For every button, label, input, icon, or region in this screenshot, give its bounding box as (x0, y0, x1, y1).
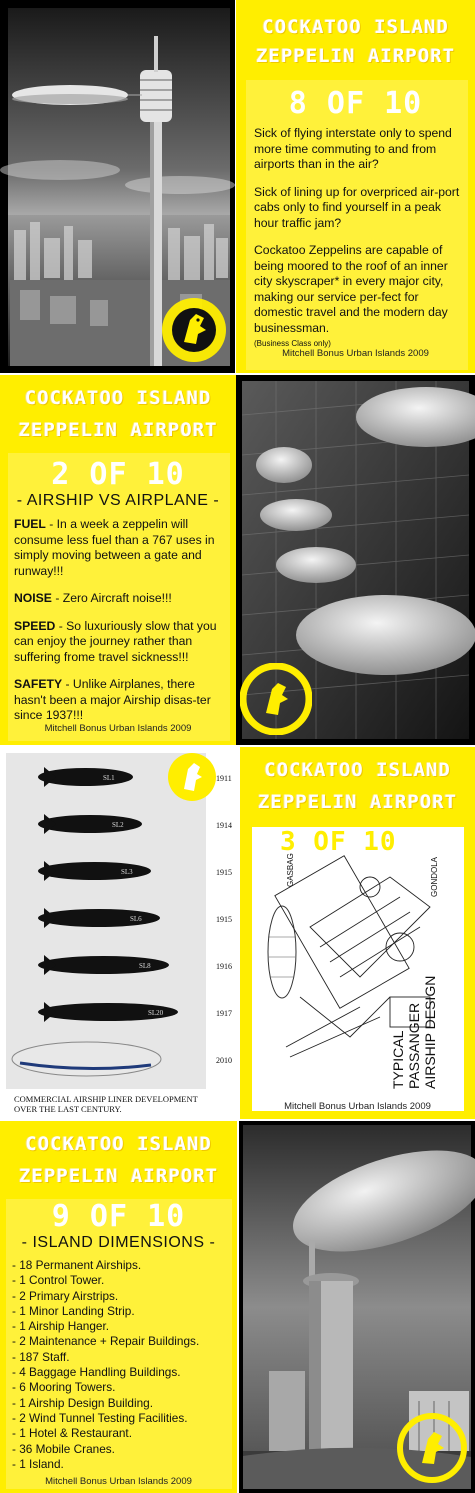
cockatoo-logo-icon (240, 663, 312, 735)
dimension-item: - 2 Wind Tunnel Testing Facilities. (12, 1410, 188, 1425)
dimensions-list (12, 1258, 234, 1472)
dimension-item: - 36 Mobile Cranes. (12, 1441, 115, 1456)
title-line-2: ZEPPELIN AIRPORT (18, 1165, 219, 1187)
cockatoo-logo (160, 296, 228, 364)
business-class-note: (Business Class only) (254, 339, 331, 348)
airship-tag: SL6 (130, 915, 142, 923)
panel-subtitle: - AIRSHIP VS AIRPLANE - (16, 492, 220, 509)
panel-body-text (14, 517, 228, 736)
chart-caption (14, 1094, 198, 1114)
dimension-item: - 1 Airship Hanger. (12, 1319, 110, 1334)
title-line-1: COCKATOO ISLAND (25, 1133, 212, 1155)
airship-tag: SL3 (121, 868, 133, 876)
caption-line-1: COMMERCIAL AIRSHIP LINER DEVELOPMENT (14, 1094, 198, 1104)
airship-tag: SL20 (148, 1009, 164, 1017)
speed-item (14, 619, 228, 666)
title-line-2: ZEPPELIN AIRPORT (18, 419, 218, 441)
paragraph: Cockatoo Zeppelins are capable of being moored to the roof of an inner city skyscraper* in every major city, making our service per-fect for domestic travel and the modern day businessman. (254, 243, 448, 335)
noise-text: - Zero Aircraft noise!!! (51, 591, 172, 605)
cockatoo-logo-icon (166, 751, 218, 803)
gondola-label: GONDOLA (430, 856, 439, 897)
title-line-2: ZEPPELIN AIRPORT (255, 45, 456, 67)
title-line-2: ZEPPELIN AIRPORT (257, 791, 458, 813)
airship-tag: SL8 (139, 962, 151, 970)
airship-fin (44, 955, 56, 975)
cockatoo-logo (166, 751, 218, 803)
dimension-item: - 4 Baggage Handling Buildings. (12, 1365, 181, 1380)
speed-label: SPEED (14, 618, 56, 633)
cockatoo-logo (240, 663, 312, 735)
caption-line-2: OVER THE LAST CENTURY. (14, 1104, 122, 1114)
panel-body-text (254, 126, 464, 352)
dimension-item: - 18 Permanent Airships. (12, 1258, 142, 1272)
paragraph: Sick of lining up for overpriced air-port cabs only to find yourself in a peak hour traffic jam? (254, 184, 460, 230)
panel-subtitle: - ISLAND DIMENSIONS - (21, 1234, 216, 1251)
dimension-item: - 2 Primary Airstrips. (12, 1288, 119, 1303)
photo-sydney-tower (0, 0, 235, 373)
airship-year: 1916 (216, 962, 232, 971)
noise-item (14, 591, 228, 607)
airship-year: 1915 (216, 915, 232, 924)
panel-number: 8 OF 10 (288, 86, 423, 121)
fuel-label: FUEL (14, 517, 46, 531)
vertical-caption-line-2: PASSANGER (406, 1002, 422, 1089)
airship-modern (12, 1042, 161, 1076)
airship-SL2 (38, 814, 142, 834)
airship-body (38, 909, 160, 927)
airship-year: 1915 (216, 868, 232, 877)
credit: Mitchell Bonus Urban Islands 2009 (282, 348, 429, 359)
gasbag-label: GASBAG (286, 853, 295, 887)
cockatoo-logo-icon (397, 1413, 467, 1483)
cockatoo-logo (397, 1413, 467, 1483)
title-line-1: COCKATOO ISLAND (24, 387, 212, 409)
dimension-item: - 2 Maintenance + Repair Buildings. (12, 1334, 200, 1349)
safety-text: - Unlike Airplanes, there hasn't been a major Airship disas-ter since 1937!!! (14, 677, 211, 722)
photo-hangar-airships (236, 375, 475, 745)
vertical-caption (390, 976, 438, 1089)
dimension-item: - 1 Island. (12, 1456, 64, 1471)
airship-tag: SL2 (112, 821, 124, 829)
dimension-item: - 187 Staff. (12, 1349, 70, 1364)
panel-number: 9 OF 10 (51, 1199, 186, 1234)
airship-year: 1914 (216, 821, 232, 830)
airship-fin (44, 814, 56, 834)
dimension-item: - 1 Minor Landing Strip. (12, 1303, 135, 1318)
credit: Mitchell Bonus Urban Islands 2009 (44, 723, 192, 734)
info-panel-2-of-10 (0, 375, 236, 745)
airship-body (12, 1042, 161, 1076)
photo-mooring-tower (239, 1121, 475, 1493)
dimension-item: - 1 Control Tower. (12, 1273, 105, 1288)
panel-number: 2 OF 10 (51, 457, 185, 492)
airship-fin (44, 908, 56, 928)
speed-text: - So luxuriously slow that you can enjoy the journey rather than suffering frome travel sickness!!! (14, 618, 217, 664)
title-line-1: COCKATOO ISLAND (262, 16, 449, 38)
info-panel-3-of-10 (240, 747, 475, 1119)
airship-year: 1911 (216, 774, 232, 783)
airship-development-chart (0, 747, 238, 1119)
airship-SL1 (38, 767, 133, 787)
airship-fin (44, 767, 56, 787)
airship-SL3 (38, 861, 151, 881)
dimension-item: - 6 Mooring Towers. (12, 1380, 116, 1395)
vertical-caption-line-3: AIRSHIP DESIGN (422, 975, 438, 1089)
airship-fin (44, 861, 56, 881)
airship-tag: SL1 (103, 774, 115, 782)
safety-item (14, 677, 228, 724)
title-line-1: COCKATOO ISLAND (264, 759, 451, 781)
vertical-caption-line-1: TYPICAL (390, 1030, 406, 1089)
dimension-item: - 1 Airship Design Building. (12, 1395, 153, 1410)
cockatoo-logo-icon (160, 296, 228, 364)
airship-SL6 (38, 908, 160, 928)
airship-fin (44, 1002, 56, 1022)
airship-year: 1917 (216, 1009, 232, 1018)
airship-year: 2010 (216, 1056, 232, 1065)
fuel-text: - In a week a zeppelin will consume less fuel than a 767 uses in simply moving between a gate and runway!!! (14, 517, 215, 578)
info-panel-8-of-10 (236, 0, 475, 373)
credit: Mitchell Bonus Urban Islands 2009 (284, 1101, 431, 1112)
airship-SL20 (38, 1002, 178, 1022)
airship-cutaway-diagram (240, 747, 475, 1119)
airship-SL8 (38, 955, 169, 975)
safety-label: SAFETY (14, 677, 63, 691)
noise-label: NOISE (14, 591, 52, 605)
fuel-item (14, 517, 228, 579)
panel-number: 3 OF 10 (280, 827, 397, 857)
paragraph: Sick of flying interstate only to spend more time commuting to and from airports than in the air? (254, 126, 452, 171)
credit: Mitchell Bonus Urban Islands 2009 (45, 1476, 192, 1487)
dimension-item: - 1 Hotel & Restaurant. (12, 1426, 132, 1441)
info-panel-9-of-10 (0, 1121, 237, 1493)
